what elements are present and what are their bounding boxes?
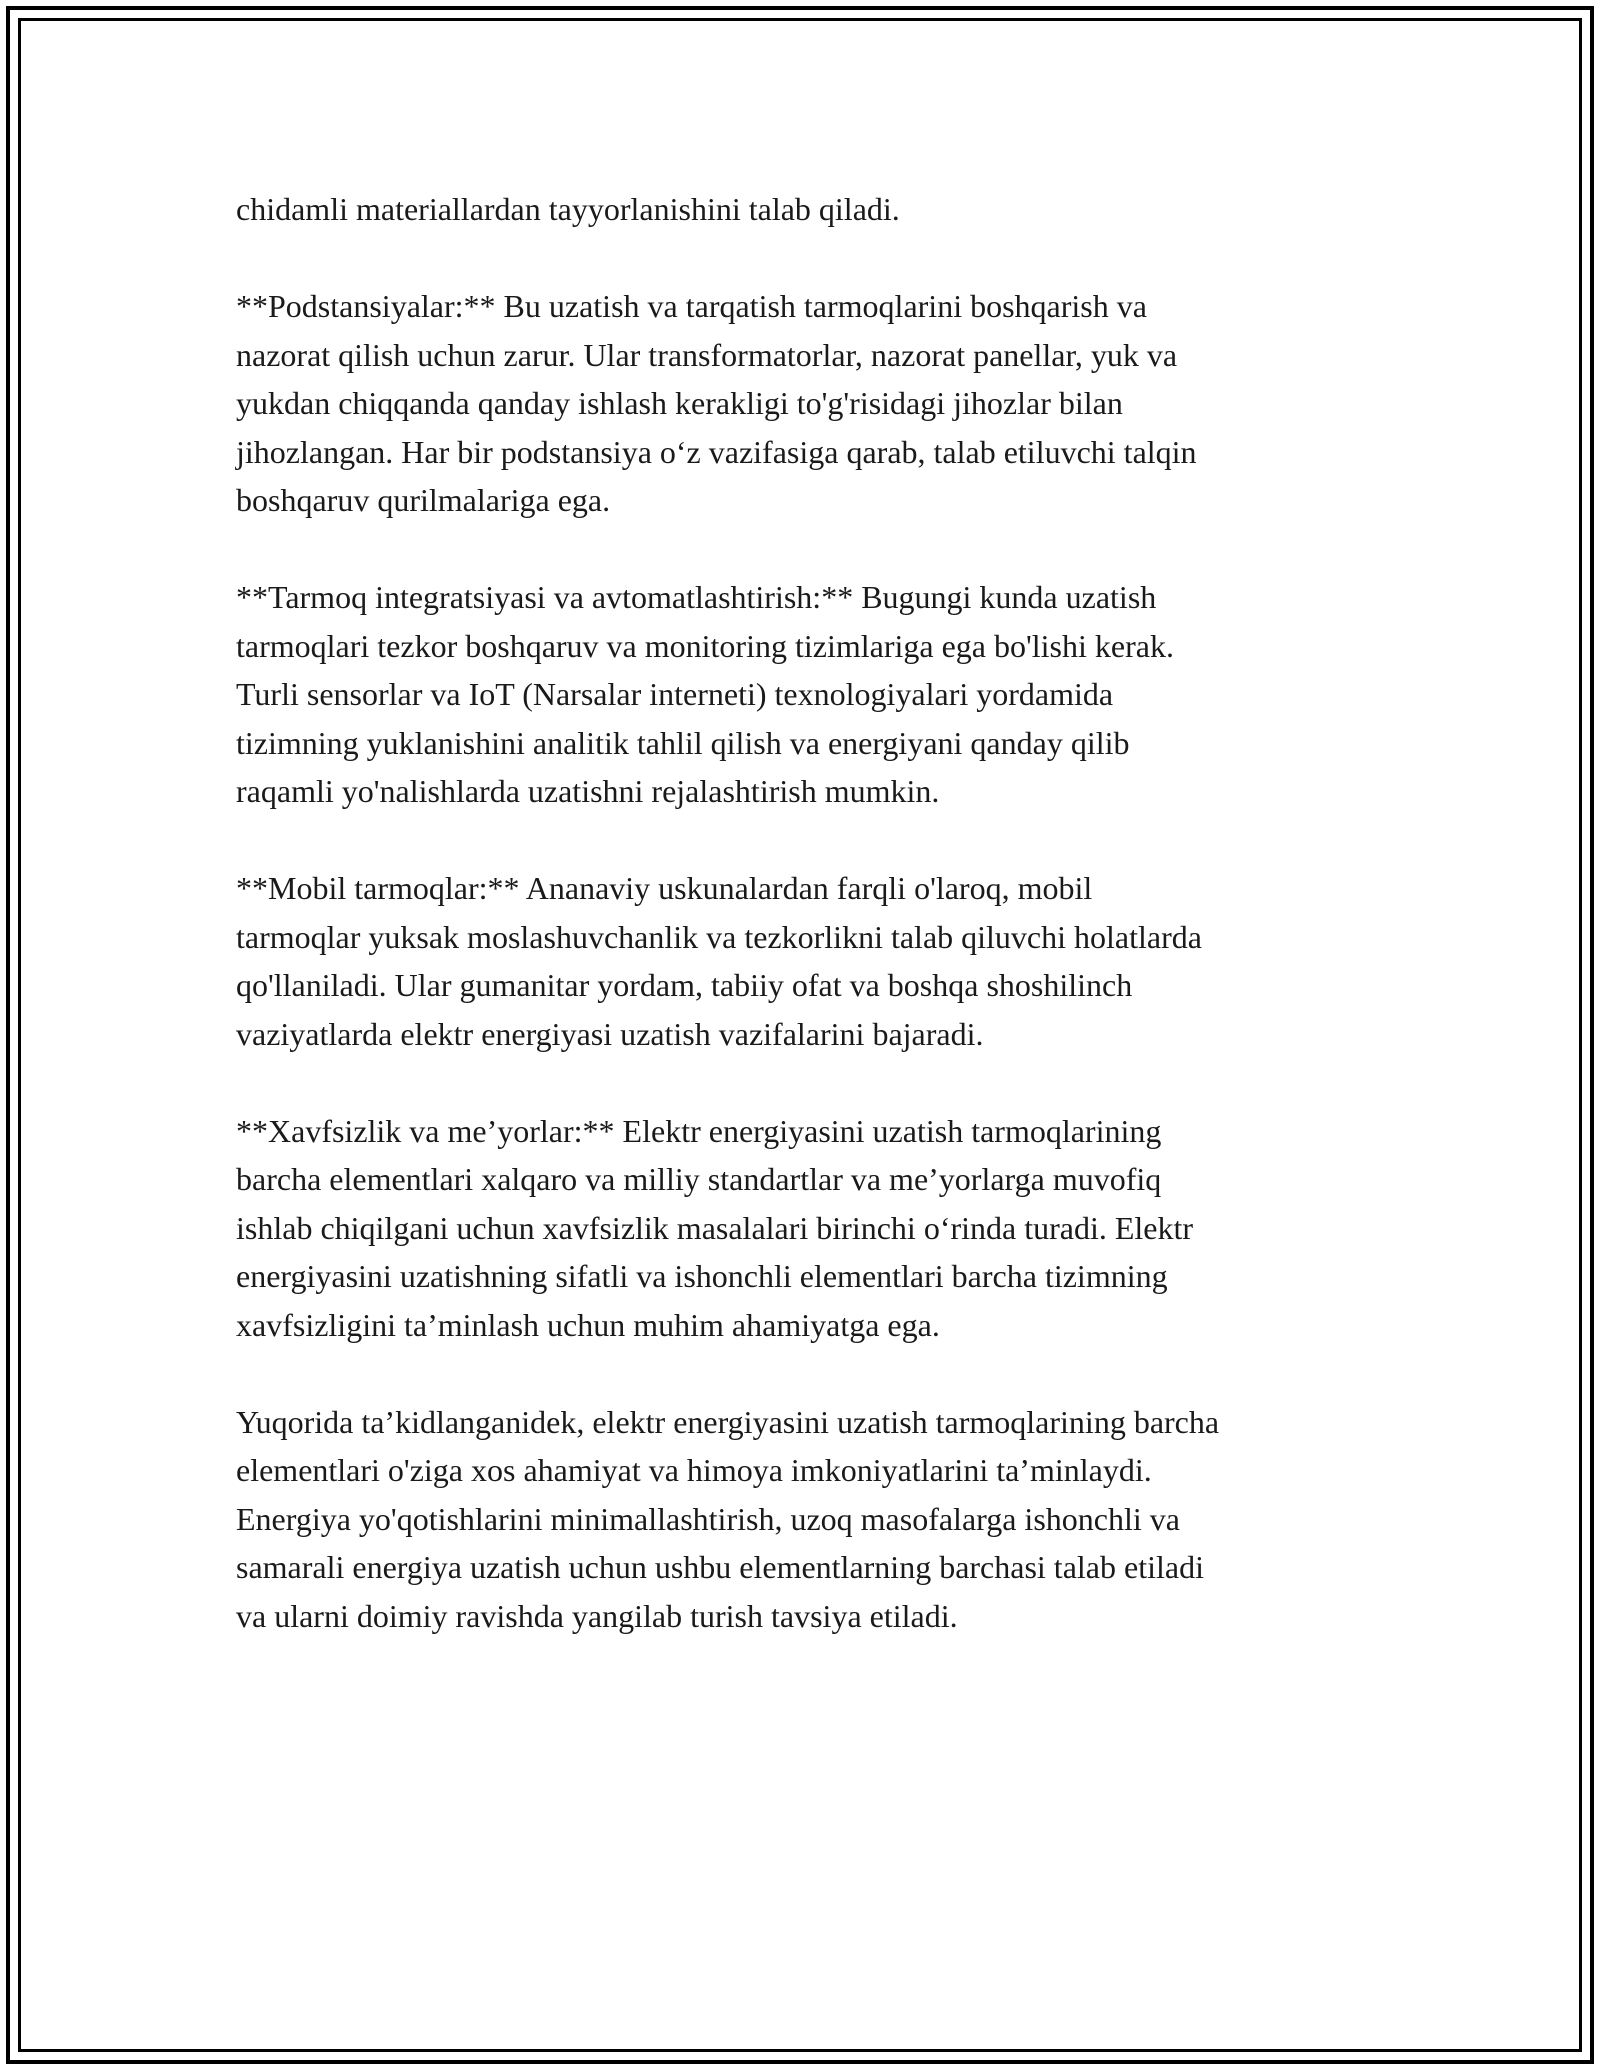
paragraph-conclusion: Yuqorida ta’kidlanganidek, elektr energiyasini uzatish tarmoqlarining barcha elementlari o'ziga xos ahamiyat va himoya imkoniyatlarini ta’minlaydi. Energiya yo'qotishlarini minimallashtirish, uzoq masofalarga ishonchli va samarali energiya uzatish uchun ushbu elementlarning barchasi talab etiladi va ularni doimiy ravishda yangilab turish tavsiya etiladi. — [236, 1403, 1220, 1634]
paragraph-xavfsizlik: **Xavfsizlik va me’yorlar:** Elektr energiyasini uzatish tarmoqlarining barcha elementlari xalqaro va milliy standartlar va me’yorlarga muvofiq ishlab chiqilgani uchun xavfsizlik masalalari birinchi o‘rinda turadi. Elektr energiyasini uzatishning sifatli va ishonchli elementlari barcha tizimning xavfsizligini ta’minlash uchun muhim ahamiyatga ega. — [236, 1112, 1194, 1343]
paragraph-mobil-tarmoqlar: **Mobil tarmoqlar:** Ananaviy uskunalardan farqli o'laroq, mobil tarmoqlar yuksak moslashuvchanlik va tezkorlikni talab qiluvchi holatlarda qo'llaniladi. Ular gumanitar yordam, tabiiy ofat va boshqa shoshilinch vaziyatlarda elektr energiyasi uzatish vazifalarini bajaradi. — [236, 870, 1202, 1052]
paragraph-continuation: chidamli materiallardan tayyorlanishini talab qiladi. — [236, 191, 900, 227]
paragraph-podstansiyalar: **Podstansiyalar:** Bu uzatish va tarqatish tarmoqlarini boshqarish va nazorat qilish uchun zarur. Ular transformatorlar, nazorat panellar, yuk va yukdan chiqqanda qanday ishlash kerakligi to'g'risidagi jihozlar bilan jihozlangan. Har bir podstansiya o‘z vazifasiga qarab, talab etiluvchi talqin boshqaruv qurilmalariga ega. — [236, 288, 1197, 518]
document-body — [236, 185, 1416, 1689]
paragraph-tarmoq-integratsiyasi: **Tarmoq integratsiyasi va avtomatlashtirish:** Bugungi kunda uzatish tarmoqlari tezkor boshqaruv va monitoring tizimlariga ega bo'lishi kerak. Turli sensorlar va IoT (Narsalar interneti) texnologiyalari yordamida tizimning yuklanishini analitik tahlil qilish va energiyani qanday qilib raqamli yo'nalishlarda uzatishni rejalashtirish mumkin. — [236, 579, 1174, 809]
